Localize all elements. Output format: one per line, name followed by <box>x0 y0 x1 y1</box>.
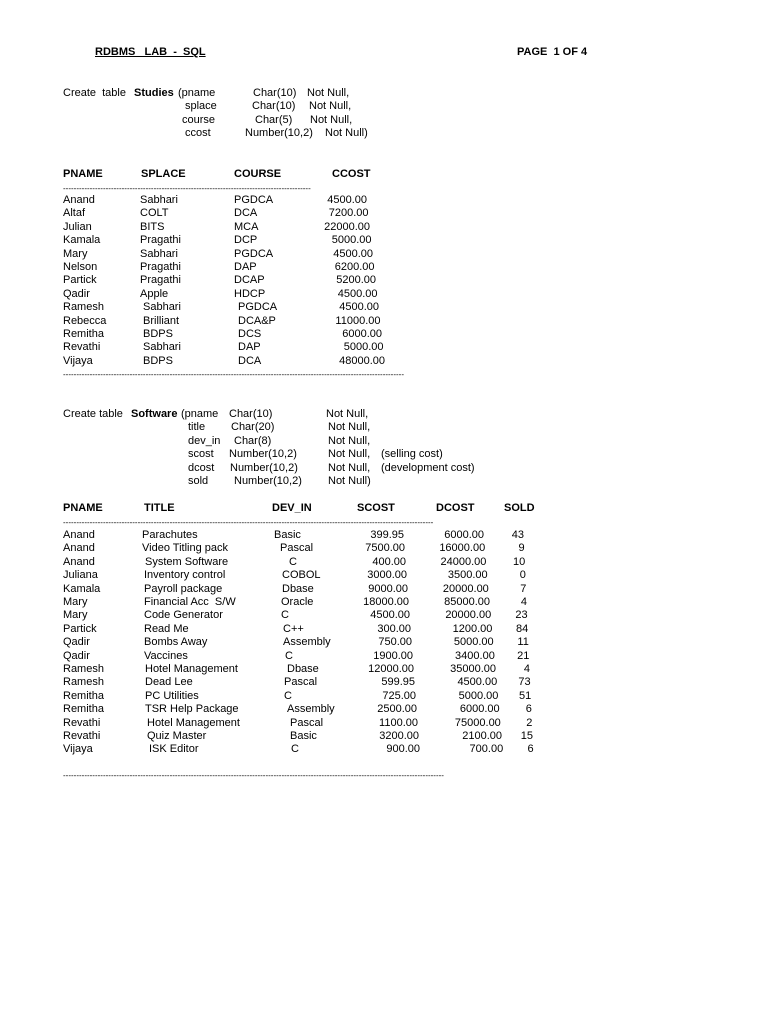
cell-dev-in: Assembly <box>283 636 331 649</box>
field-name: sold <box>188 475 209 487</box>
field-constraint: Not Null, <box>328 434 371 447</box>
table-end-separator: -------------------------------------------------------------------------------------------------------------------------------- <box>63 370 404 379</box>
cell-course: PGDCA <box>234 194 274 206</box>
column-header: PNAME <box>63 502 103 514</box>
cell-title: Financial Acc S/W <box>144 596 236 608</box>
cell-dcost: 4500.00 <box>457 676 498 689</box>
field-name: ccost <box>185 127 211 140</box>
column-header: SOLD <box>504 502 535 514</box>
cell-course: DAP <box>238 341 261 354</box>
table-name-software: Software <box>131 408 178 420</box>
cell-splace: Pragathi <box>140 261 181 273</box>
cell-pname: Mary <box>63 247 88 260</box>
cell-title: Code Generator <box>144 609 223 622</box>
field-comment: (selling cost) <box>381 448 443 461</box>
cell-splace: Sabhari <box>143 341 181 354</box>
field-type: Number(10,2) <box>230 461 298 474</box>
cell-pname: Rebecca <box>63 314 107 327</box>
cell-dev-in: Oracle <box>281 596 314 608</box>
cell-scost: 300.00 <box>377 622 411 635</box>
cell-dev-in: C <box>281 609 289 622</box>
cell-sold: 73 <box>518 676 531 689</box>
cell-splace: BDPS <box>143 328 173 340</box>
cell-splace: Apple <box>140 287 169 300</box>
field-type: Char(20) <box>231 421 275 434</box>
document-title: RDBMS LAB - SQL <box>95 46 206 58</box>
field-constraint: Not Null, <box>328 421 371 434</box>
cell-dcost: 5000.00 <box>458 689 499 702</box>
cell-course: DCAP <box>234 274 265 287</box>
cell-scost: 900.00 <box>386 743 420 756</box>
cell-ccost: 6000.00 <box>342 328 382 340</box>
cell-scost: 1900.00 <box>373 649 413 662</box>
cell-ccost: 7200.00 <box>328 207 369 220</box>
field-type: Number(10,2) <box>229 448 297 461</box>
cell-course: DCP <box>234 234 258 247</box>
cell-pname: Vijaya <box>63 743 93 756</box>
cell-ccost: 4500.00 <box>339 301 379 314</box>
table-end-separator: ----------------------------------------------------------------------------------------------------------------------------------------------- <box>63 771 444 780</box>
field-constraint: Not Null) <box>325 127 368 140</box>
cell-title: TSR Help Package <box>145 703 239 716</box>
cell-pname: Anand <box>63 529 95 541</box>
cell-scost: 725.00 <box>382 689 416 702</box>
cell-dev-in: C <box>285 649 293 662</box>
cell-ccost: 6200.00 <box>334 261 375 273</box>
field-name: (pname <box>178 87 216 99</box>
cell-course: DCA&P <box>238 314 276 327</box>
cell-scost: 1100.00 <box>379 716 418 729</box>
cell-splace: Brilliant <box>143 314 180 327</box>
cell-sold: 4 <box>523 663 530 675</box>
cell-splace: Sabhari <box>140 247 178 260</box>
cell-scost: 750.00 <box>378 636 412 649</box>
cell-ccost: 48000.00 <box>339 354 385 367</box>
cell-sold: 0 <box>519 569 526 582</box>
cell-course: DAP <box>234 261 257 273</box>
cell-ccost: 4500.00 <box>333 247 373 260</box>
cell-sold: 4 <box>520 596 527 608</box>
cell-pname: Qadir <box>63 287 90 300</box>
cell-ccost: 5200.00 <box>336 274 376 287</box>
cell-title: Video Titling pack <box>142 542 229 555</box>
field-type: Char(10) <box>229 408 273 420</box>
field-type: Number(10,2) <box>245 127 313 140</box>
cell-title: Quiz Master <box>147 730 207 742</box>
page-number: PAGE 1 OF 4 <box>517 46 588 58</box>
cell-ccost: 4500.00 <box>327 194 367 206</box>
cell-dev-in: C <box>289 555 297 568</box>
cell-ccost: 4500.00 <box>337 287 378 300</box>
cell-dcost: 85000.00 <box>444 596 490 608</box>
field-constraint: Not Null, <box>326 408 369 420</box>
field-constraint: Not Null, <box>310 113 353 126</box>
field-name: course <box>182 113 216 126</box>
cell-dcost: 20000.00 <box>442 582 489 595</box>
field-name: dev_in <box>188 434 221 447</box>
column-header: DEV_IN <box>272 502 312 514</box>
cell-ccost: 5000.00 <box>331 234 372 247</box>
field-constraint: Not Null, <box>307 87 350 99</box>
cell-dcost: 24000.00 <box>440 555 487 568</box>
cell-splace: Sabhari <box>143 301 181 314</box>
cell-splace: Pragathi <box>140 274 181 287</box>
field-type: Char(8) <box>234 434 272 447</box>
cell-pname: Vijaya <box>63 354 93 367</box>
cell-sold: 7 <box>520 582 527 595</box>
cell-dev-in: Basic <box>290 730 317 742</box>
create-keyword: Create table <box>63 87 126 99</box>
cell-scost: 2500.00 <box>377 703 417 716</box>
cell-course: DCA <box>234 207 258 220</box>
cell-course: DCA <box>238 354 262 367</box>
cell-dcost: 75000.00 <box>454 716 501 729</box>
field-type: Char(5) <box>255 113 293 126</box>
cell-sold: 11 <box>517 636 529 649</box>
cell-dev-in: Basic <box>274 529 301 541</box>
column-header: DCOST <box>436 502 475 514</box>
cell-pname: Partick <box>63 274 97 287</box>
cell-dev-in: Dbase <box>287 663 319 675</box>
cell-dcost: 1200.00 <box>452 622 493 635</box>
cell-title: ISK Editor <box>149 743 199 756</box>
cell-course: HDCP <box>234 287 266 300</box>
cell-dcost: 20000.00 <box>445 609 492 622</box>
cell-pname: Ramesh <box>63 663 104 675</box>
cell-pname: Anand <box>63 194 95 206</box>
table-name-studies: Studies <box>134 87 174 99</box>
cell-title: Payroll package <box>144 582 223 595</box>
cell-title: Bombs Away <box>144 636 208 649</box>
cell-scost: 3000.00 <box>367 569 407 582</box>
cell-pname: Ramesh <box>63 301 104 314</box>
cell-pname: Qadir <box>63 649 90 662</box>
cell-title: Dead Lee <box>145 676 193 689</box>
cell-title: Parachutes <box>142 529 198 541</box>
cell-pname: Kamala <box>63 582 101 595</box>
field-type: Char(10) <box>252 100 296 113</box>
cell-dcost: 6000.00 <box>459 703 500 716</box>
create-keyword: Create table <box>63 408 123 420</box>
cell-sold: 2 <box>526 716 533 729</box>
cell-scost: 4500.00 <box>370 609 410 622</box>
cell-dev-in: C++ <box>283 622 304 635</box>
cell-scost: 12000.00 <box>368 663 414 675</box>
cell-sold: 21 <box>517 649 530 662</box>
column-header: PNAME <box>63 168 103 180</box>
field-name: title <box>188 421 206 434</box>
field-constraint: Not Null, <box>309 100 352 113</box>
cell-dev-in: Dbase <box>282 582 314 595</box>
cell-pname: Ramesh <box>63 676 104 689</box>
cell-course: PGDCA <box>238 301 278 314</box>
column-header: CCOST <box>332 168 371 180</box>
cell-splace: BDPS <box>143 354 173 367</box>
cell-ccost: 11000.00 <box>335 314 381 327</box>
cell-title: Inventory control <box>144 569 226 582</box>
cell-ccost: 5000.00 <box>343 341 384 354</box>
cell-sold: 43 <box>511 529 524 541</box>
cell-course: DCS <box>238 328 262 340</box>
cell-sold: 9 <box>518 542 525 555</box>
cell-dcost: 3500.00 <box>447 569 488 582</box>
cell-dev-in: COBOL <box>282 569 321 582</box>
cell-pname: Kamala <box>63 234 101 247</box>
cell-sold: 10 <box>512 555 526 568</box>
cell-splace: BITS <box>140 220 165 233</box>
cell-pname: Remitha <box>63 703 104 716</box>
cell-splace: COLT <box>140 207 169 220</box>
field-constraint: Not Null) <box>328 475 371 487</box>
cell-pname: Remitha <box>63 328 104 340</box>
cell-pname: Remitha <box>63 689 104 702</box>
cell-pname: Anand <box>63 555 95 568</box>
column-header: SPLACE <box>141 168 186 180</box>
cell-dcost: 2100.00 <box>462 730 502 742</box>
cell-dev-in: Pascal <box>290 716 324 729</box>
cell-dcost: 5000.00 <box>453 636 494 649</box>
cell-title: Read Me <box>144 622 189 635</box>
cell-pname: Revathi <box>63 730 101 742</box>
field-type: Char(10) <box>253 87 297 99</box>
column-header: SCOST <box>357 502 395 514</box>
cell-title: PC Utilities <box>145 689 199 702</box>
cell-pname: Mary <box>63 596 88 608</box>
column-header: COURSE <box>234 168 282 180</box>
column-header: TITLE <box>144 502 175 514</box>
cell-sold: 84 <box>515 622 529 635</box>
cell-pname: Anand <box>63 542 95 555</box>
cell-dcost: 35000.00 <box>450 663 496 675</box>
cell-ccost: 22000.00 <box>324 220 370 233</box>
cell-scost: 7500.00 <box>365 542 405 555</box>
cell-dev-in: Pascal <box>284 676 318 689</box>
field-constraint: Not Null, <box>328 448 371 461</box>
cell-pname: Partick <box>63 622 97 635</box>
cell-sold: 51 <box>518 689 532 702</box>
cell-pname: Revathi <box>63 341 101 354</box>
field-constraint: Not Null, <box>328 461 371 474</box>
field-comment: (development cost) <box>381 461 475 474</box>
cell-sold: 15 <box>520 730 533 742</box>
cell-pname: Nelson <box>63 261 98 273</box>
cell-dev-in: C <box>284 689 292 702</box>
cell-splace: Pragathi <box>140 234 181 247</box>
cell-pname: Qadir <box>63 636 90 649</box>
cell-dcost: 3400.00 <box>455 649 495 662</box>
cell-dcost: 16000.00 <box>439 542 486 555</box>
cell-course: PGDCA <box>234 247 274 260</box>
cell-dev-in: Pascal <box>280 542 314 555</box>
cell-pname: Juliana <box>63 569 98 582</box>
cell-sold: 6 <box>525 703 532 716</box>
cell-dcost: 6000.00 <box>444 529 484 541</box>
cell-pname: Altaf <box>63 207 86 220</box>
field-name: splace <box>185 100 217 113</box>
cell-pname: Julian <box>63 220 92 233</box>
cell-title: Hotel Management <box>147 716 240 729</box>
cell-title: Vaccines <box>144 649 188 662</box>
field-name: scost <box>188 448 214 461</box>
cell-title: Hotel Management <box>145 663 238 675</box>
field-type: Number(10,2) <box>234 475 302 487</box>
cell-sold: 23 <box>515 609 528 622</box>
cell-scost: 9000.00 <box>368 582 408 595</box>
cell-sold: 6 <box>527 743 534 756</box>
cell-scost: 18000.00 <box>363 596 409 608</box>
field-name: dcost <box>188 461 215 474</box>
header-separator: --------------------------------------------------------------------------------------------- <box>63 184 311 193</box>
cell-scost: 599.95 <box>381 676 415 689</box>
header-separator: ------------------------------------------------------------------------------------------------------------------------------------------- <box>63 518 434 527</box>
cell-dcost: 700.00 <box>469 743 504 756</box>
cell-title: System Software <box>145 555 229 568</box>
cell-pname: Mary <box>63 609 88 622</box>
cell-pname: Revathi <box>63 716 101 729</box>
cell-scost: 3200.00 <box>379 730 419 742</box>
cell-dev-in: Assembly <box>287 703 335 716</box>
cell-scost: 400.00 <box>372 555 406 568</box>
cell-dev-in: C <box>291 743 299 756</box>
field-name: (pname <box>181 408 219 420</box>
cell-splace: Sabhari <box>140 194 178 206</box>
cell-scost: 399.95 <box>370 529 404 541</box>
cell-course: MCA <box>234 220 259 233</box>
